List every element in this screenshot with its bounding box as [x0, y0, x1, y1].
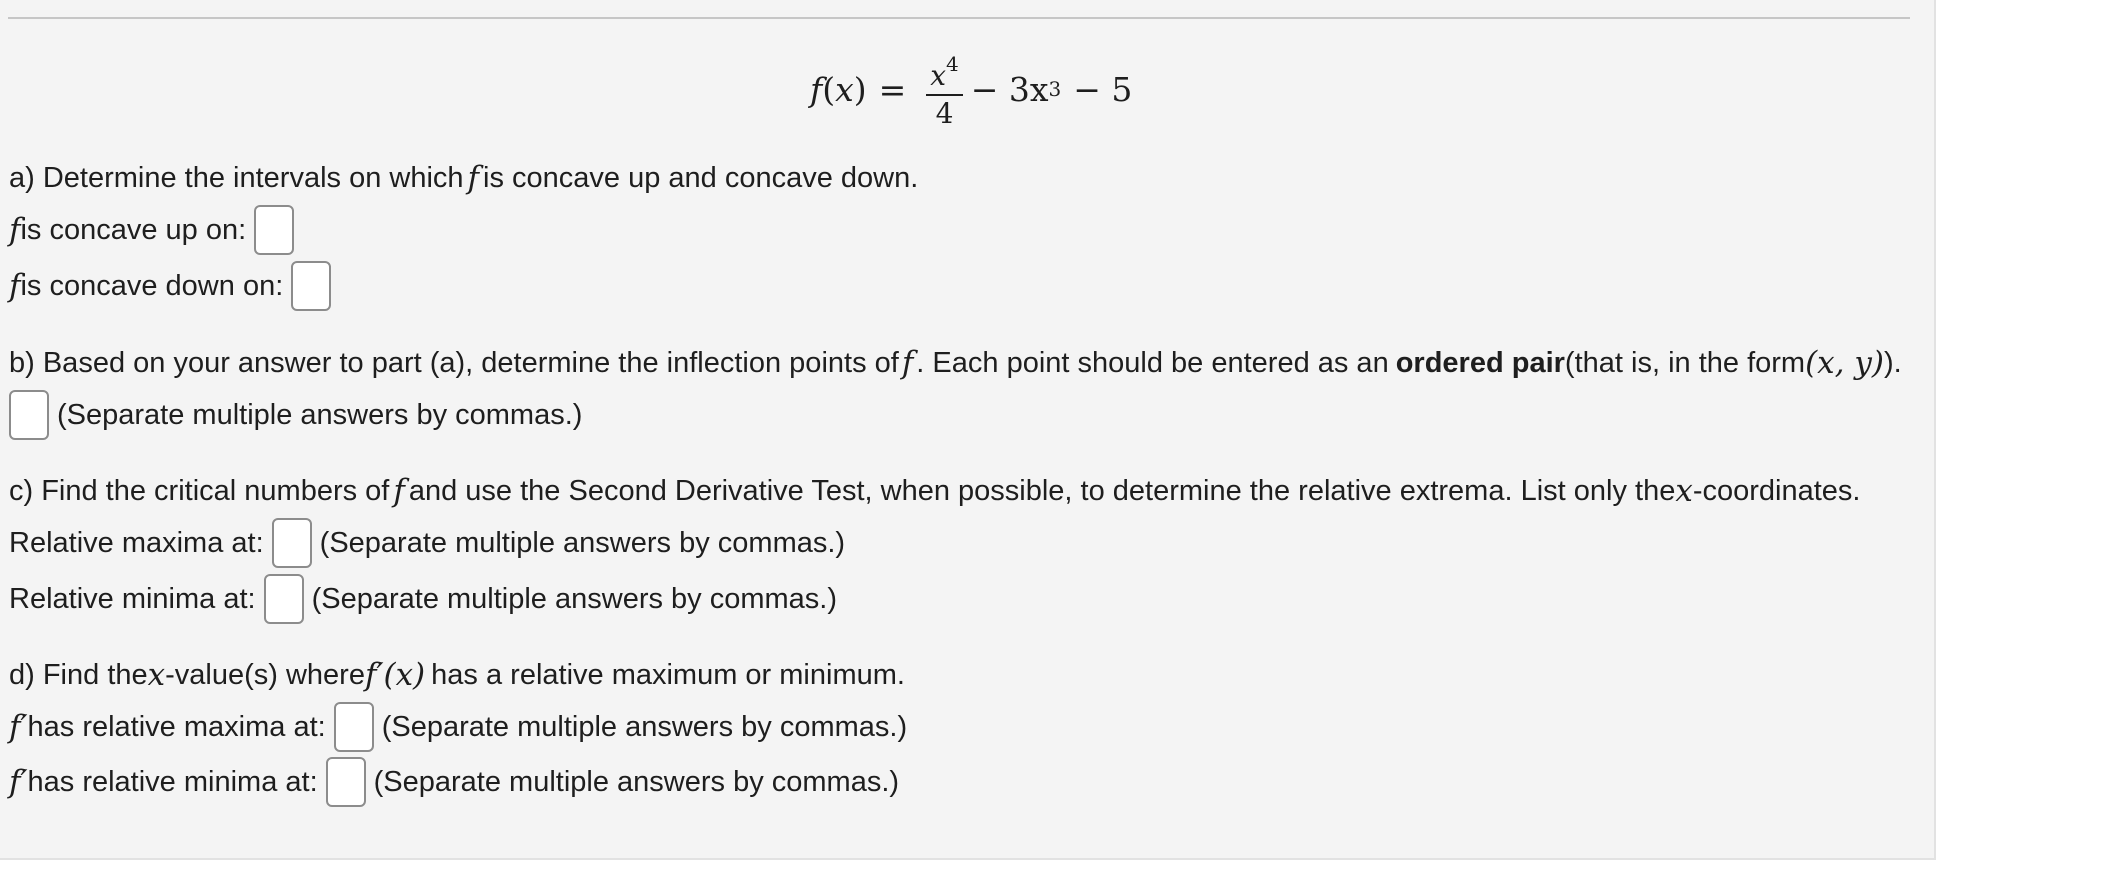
fprime-max-f: f′ [9, 709, 28, 745]
part-d-fprime: f′(x) [364, 657, 426, 693]
fprime-min-label: has relative minima at: [27, 766, 318, 798]
fprime-maxima-note: (Separate multiple answers by commas.) [381, 711, 908, 743]
concave-down-f: f [9, 268, 21, 304]
eq-frac-den: 4 [935, 97, 954, 130]
part-b-prompt [9, 343, 1902, 383]
fprime-minima-note: (Separate multiple answers by commas.) [373, 766, 900, 798]
part-b-note: (Separate multiple answers by commas.) [57, 399, 583, 431]
eq-frac-num: x [930, 59, 947, 92]
part-a-prompt-tail: is concave up and concave down. [483, 162, 919, 194]
part-b-prompt-mid: . Each point should be entered as an [916, 347, 1389, 379]
fprime-minima-input[interactable] [326, 757, 366, 807]
concave-up-input[interactable] [254, 205, 294, 255]
part-d-prompt-post: has a relative maximum or minimum. [431, 659, 905, 691]
part-d-prompt-mid: -value(s) where [165, 659, 365, 691]
concave-up-f: f [9, 212, 21, 248]
part-c-prompt-mid: and use the Second Derivative Test, when possible, to determine the relative extrema. List only the [408, 475, 1676, 507]
part-b-prompt-end: ). [1883, 347, 1902, 379]
relative-maxima-note: (Separate multiple answers by commas.) [319, 527, 846, 559]
inflection-points-input[interactable] [9, 390, 49, 440]
part-a-prompt-text: a) Determine the intervals on which [9, 162, 464, 194]
part-b-f: f [901, 345, 914, 381]
function-equation: f ( x ) = $\frac{x^4}{4}$ − 3x 3 − 5 [810, 44, 1132, 134]
part-d-prompt [9, 655, 905, 695]
eq-term2: − 3x [970, 69, 1049, 109]
concave-down-label: is concave down on: [20, 270, 284, 302]
eq-frac-num-exp: 4 [946, 52, 959, 76]
relative-minima-input[interactable] [264, 574, 304, 624]
part-c-x: x [1675, 473, 1693, 509]
concave-up-label: is concave up on: [20, 214, 247, 246]
concave-down-input[interactable] [291, 261, 331, 311]
part-a-concave-up-row [9, 205, 302, 255]
relative-minima-label: Relative minima at: [9, 583, 256, 615]
relative-maxima-label: Relative maxima at: [9, 527, 264, 559]
eq-equals: = [878, 69, 907, 109]
part-c-prompt-text: c) Find the critical numbers of [9, 475, 390, 507]
part-d-prompt-text: d) Find the [9, 659, 148, 691]
part-d-max-row [9, 702, 907, 752]
eq-func-name: f [810, 69, 823, 109]
eq-fraction [926, 46, 963, 132]
part-b-form: (x, y) [1805, 345, 1884, 381]
part-a-f: f [467, 160, 480, 196]
part-b-prompt-text: b) Based on your answer to part (a), determine the inflection points of [9, 347, 899, 379]
part-c-min-row [9, 574, 837, 624]
part-c-max-row [9, 518, 845, 568]
part-b-answer-row [9, 390, 582, 440]
fprime-maxima-input[interactable] [334, 702, 374, 752]
top-divider [8, 17, 1910, 19]
eq-term3: − 5 [1073, 69, 1133, 109]
part-c-f: f [393, 473, 405, 509]
relative-maxima-input[interactable] [272, 518, 312, 568]
part-d-min-row [9, 757, 899, 807]
part-a-prompt [9, 158, 918, 198]
part-b-prompt-post: (that is, in the form [1564, 347, 1806, 379]
relative-minima-note: (Separate multiple answers by commas.) [311, 583, 838, 615]
fprime-max-label: has relative maxima at: [27, 711, 326, 743]
eq-func-var: x [835, 69, 854, 109]
part-a-concave-down-row [9, 261, 339, 311]
fprime-min-f: f′ [9, 764, 28, 800]
part-c-prompt [9, 471, 1860, 511]
part-b-ordered-pair: ordered pair [1395, 347, 1565, 379]
eq-term2-exp: 3 [1048, 77, 1062, 101]
part-c-prompt-post: -coordinates. [1692, 475, 1861, 507]
part-d-x: x [147, 657, 166, 693]
